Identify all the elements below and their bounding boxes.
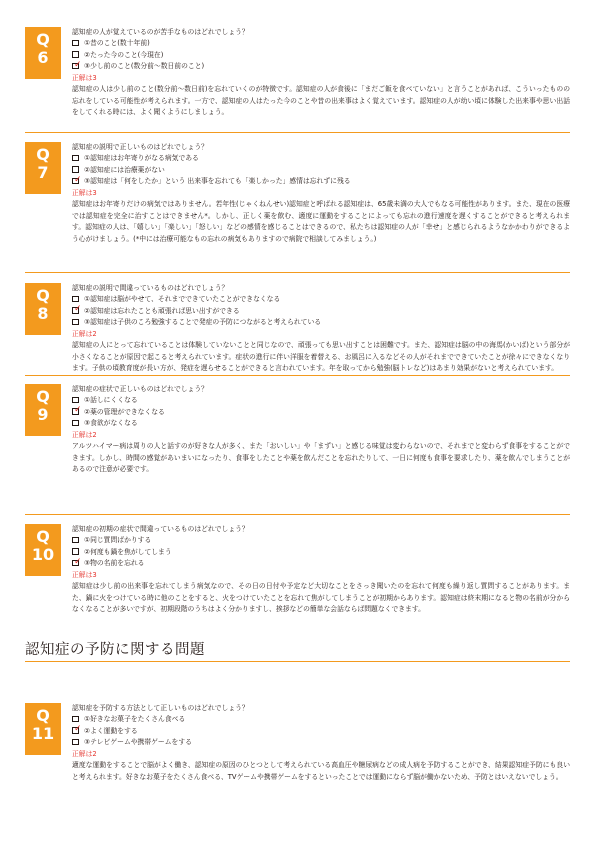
divider (25, 272, 570, 273)
option-label: ②たった今のこと(今現在) (84, 50, 164, 59)
question-number-badge (25, 384, 61, 436)
checkbox-icon[interactable] (72, 166, 79, 173)
checkbox-icon[interactable] (72, 296, 79, 303)
checkbox-checked-icon[interactable] (72, 304, 82, 315)
answer-text: 正解は3 (72, 570, 97, 579)
badge-letter: Q (36, 387, 50, 406)
checkbox-checked-icon[interactable] (72, 724, 82, 735)
answer-text: 正解は2 (72, 329, 97, 338)
option-3[interactable] (72, 176, 570, 187)
option-label: ③物の名前を忘れる (84, 559, 145, 568)
explanation-text: アルツハイマー病は周りの人と話すのが好きな人が多く、また「おいしい」や「まずい」と感じる味覚は変わらないので、それまでと変わらず食事をすることができます。しかし、時間の感覚があいまいになったり、食事をしたことや薬を飲んだことを忘れたりして、一日に何度も食事を要求したり、薬を飲んでしまうことがあるので注意が必要です。 (72, 442, 570, 474)
explanation-text: 認知症の人にとって忘れていることは体験していないことと同じなので、頑張っても思い出すことは困難です。また、認知症は脳の中の海馬(かいば)という部分が小さくなることが原因で起こると考えられています。症状の進行に伴い洋服を着替える、お風呂に入るなどその人がそれまでできていたことが徐々にできなくなります。子供の頃教育度が長い方が、発症を遅らせることができると言われています。年を取ってから勉強(脳トレなど)はあまり効果がないと考えられています。 (72, 341, 570, 373)
checkbox-icon[interactable] (72, 319, 79, 326)
option-label: ②認知症は忘れたことも頑張れば思い出すができる (84, 306, 240, 315)
option-2[interactable] (72, 407, 570, 418)
explanation-text: 適度な運動をすることで脳がよく働き、認知症の原因のひとつとして考えられている高血圧や糖尿病などの成人病を予防することができ、結果認知症予防にも良いと考えられます。好きなお菓子をたくさん食べる、TVゲームや携帯ゲームをするといったことでは運動にならず脳が働かないため、予防とはいえないでしょう。 (72, 761, 570, 781)
option-label: ①認知症はお年寄りがなる病気である (84, 154, 199, 163)
option-3[interactable] (72, 558, 570, 569)
option-label: ②薬の管理ができなくなる (84, 407, 165, 416)
question-text: 認知症の説明で正しいものはどれでしょう？ (72, 143, 208, 151)
option-1[interactable] (72, 535, 570, 546)
checkbox-icon[interactable] (72, 40, 79, 47)
checkbox-icon[interactable] (72, 548, 79, 555)
badge-number: 6 (37, 48, 49, 67)
option-label: ①昔のこと(数十年前) (84, 39, 150, 48)
question-text: 認知症の初期の症状で間違っているものはどれでしょう？ (72, 525, 249, 533)
checkmark-icon: ✓ (74, 174, 82, 185)
option-2[interactable] (72, 50, 570, 61)
option-2[interactable] (72, 165, 570, 176)
checkmark-icon: ✓ (74, 59, 82, 70)
question-text: 認知症の人が覚えているのが苦手なものはどれでしょう？ (72, 28, 249, 36)
explanation-text: 認知症は少し前の出来事を忘れてしまう病気なので、その日の日付や予定など大切なことをさっき聞いたのを忘れて何度も繰り返し質問することがあります。また、鍋に火をつけている時に他のことをすると、火をつけていたことを忘れて焦がしてしまうことが初期からあります。認知症は終末期になると物の名前が分からなくなることが多いですが、初期段階のうちはよく分かりますし、挨拶などの簡単な会話ならば問題なくできます。 (72, 582, 570, 614)
badge-number: 10 (31, 545, 55, 564)
checkbox-checked-icon[interactable] (72, 556, 82, 567)
section-title: 認知症の予防に関する問題 (25, 642, 205, 658)
checkmark-icon: ✓ (74, 556, 82, 567)
badge-number: 11 (31, 724, 55, 743)
checkbox-checked-icon[interactable] (72, 405, 82, 416)
explanation-text: 認知症の人は少し前のこと(数分前～数日前)を忘れていくのが特徴です。認知症の人が食後に「まだご飯を食べていない」と言うことがあれば、こういったものの忘れをしている可能性が考えられます。一方で、認知症の人はたった今のことや昔の出来事はよく覚えています。認知症の人が幼い頃に体験した出来事や思い出話をしてくれる時には、よく聞くようにしましょう。 (72, 85, 570, 117)
option-2[interactable] (72, 547, 570, 558)
answer-text: 正解は3 (72, 188, 97, 197)
question-text: 認知症の症状で正しいものはどれでしょう？ (72, 385, 208, 393)
option-label: ①好きなお菓子をたくさん食べる (84, 715, 186, 724)
option-label: ③少し前のこと(数分前～数日前のこと) (84, 62, 205, 71)
option-label: ②何度も鍋を焦がしてしまう (84, 547, 172, 556)
answer-text: 正解は3 (72, 73, 97, 82)
checkmark-icon: ✓ (74, 724, 82, 735)
option-1[interactable] (72, 38, 570, 49)
option-3[interactable] (72, 418, 570, 429)
divider (25, 514, 570, 515)
option-label: ②よく運動をする (84, 726, 138, 735)
question-content (72, 703, 570, 783)
question-content (72, 524, 570, 616)
option-label: ①同じ質問ばかりする (84, 536, 152, 545)
checkbox-icon[interactable] (72, 51, 79, 58)
option-label: ③認知症は子供のころ勉強することで発症の予防につながると考えられている (84, 318, 322, 327)
badge-letter: Q (36, 527, 50, 546)
divider (25, 132, 570, 133)
question-content (72, 283, 570, 375)
badge-number: 8 (37, 304, 49, 323)
checkbox-checked-icon[interactable] (72, 59, 82, 70)
option-1[interactable] (72, 395, 570, 406)
option-label: ③食欲がなくなる (84, 419, 138, 428)
answer-text: 正解は2 (72, 430, 97, 439)
option-3[interactable] (72, 61, 570, 72)
question-text: 認知症を予防する方法として正しいものはどれでしょう？ (72, 704, 249, 712)
badge-letter: Q (36, 286, 50, 305)
answer-text: 正解は2 (72, 749, 97, 758)
checkbox-checked-icon[interactable] (72, 174, 82, 185)
question-content (72, 142, 570, 245)
option-3[interactable] (72, 737, 570, 748)
badge-letter: Q (36, 706, 50, 725)
option-1[interactable] (72, 714, 570, 725)
question-text: 認知症の説明で間違っているものはどれでしょう？ (72, 284, 229, 292)
option-2[interactable] (72, 726, 570, 737)
question-number-badge (25, 283, 61, 335)
checkbox-icon[interactable] (72, 537, 79, 544)
badge-number: 9 (37, 405, 49, 424)
checkmark-icon: ✓ (74, 405, 82, 416)
option-label: ③認知症は「何をしたか」という 出来事を忘れても「楽しかった」感情は忘れずに残る (84, 177, 351, 186)
badge-number: 7 (37, 163, 49, 182)
question-number-badge (25, 142, 61, 194)
option-1[interactable] (72, 153, 570, 164)
question-content (72, 384, 570, 476)
option-2[interactable] (72, 306, 570, 317)
checkmark-icon: ✓ (74, 304, 82, 315)
option-1[interactable] (72, 294, 570, 305)
section-divider (25, 661, 570, 662)
checkbox-icon[interactable] (72, 155, 79, 162)
option-3[interactable] (72, 317, 570, 328)
divider (25, 375, 570, 376)
option-label: ①話しにくくなる (84, 396, 138, 405)
option-label: ①認知症は脳がやせて、それまでできていたことができなくなる (84, 295, 281, 304)
checkbox-icon[interactable] (72, 716, 79, 723)
option-label: ②認知症には治療薬がない (84, 165, 165, 174)
explanation-text: 認知症はお年寄りだけの病気ではありません。若年性(じゃくねんせい)認知症と呼ばれる認知症は、65歳未満の大人でもなる可能性があります。また、現在の医療では認知症を完全に治すことはできません*。しかし、正しく薬を飲む、適度に運動をすることによっても忘れの進行速度を遅くすることができると考えられます。認知症の人は、「嬉しい」「楽しい」「怒しい」などの感情を感じることはできるので、私たちは認知症の人が「幸せ」と感じられるようなかかわりができるよう心がけましょう。(*中には治療可能なもの忘れの病気もありますので病院で相談してみましょう。) (72, 200, 570, 243)
question-number-badge (25, 524, 61, 576)
badge-letter: Q (36, 145, 50, 164)
checkbox-icon[interactable] (72, 397, 79, 404)
question-number-badge (25, 27, 61, 79)
question-content (72, 27, 570, 119)
badge-letter: Q (36, 30, 50, 49)
checkbox-icon[interactable] (72, 739, 79, 746)
question-number-badge (25, 703, 61, 755)
checkbox-icon[interactable] (72, 420, 79, 427)
option-label: ③テレビゲームや携帯ゲームをする (84, 738, 192, 747)
